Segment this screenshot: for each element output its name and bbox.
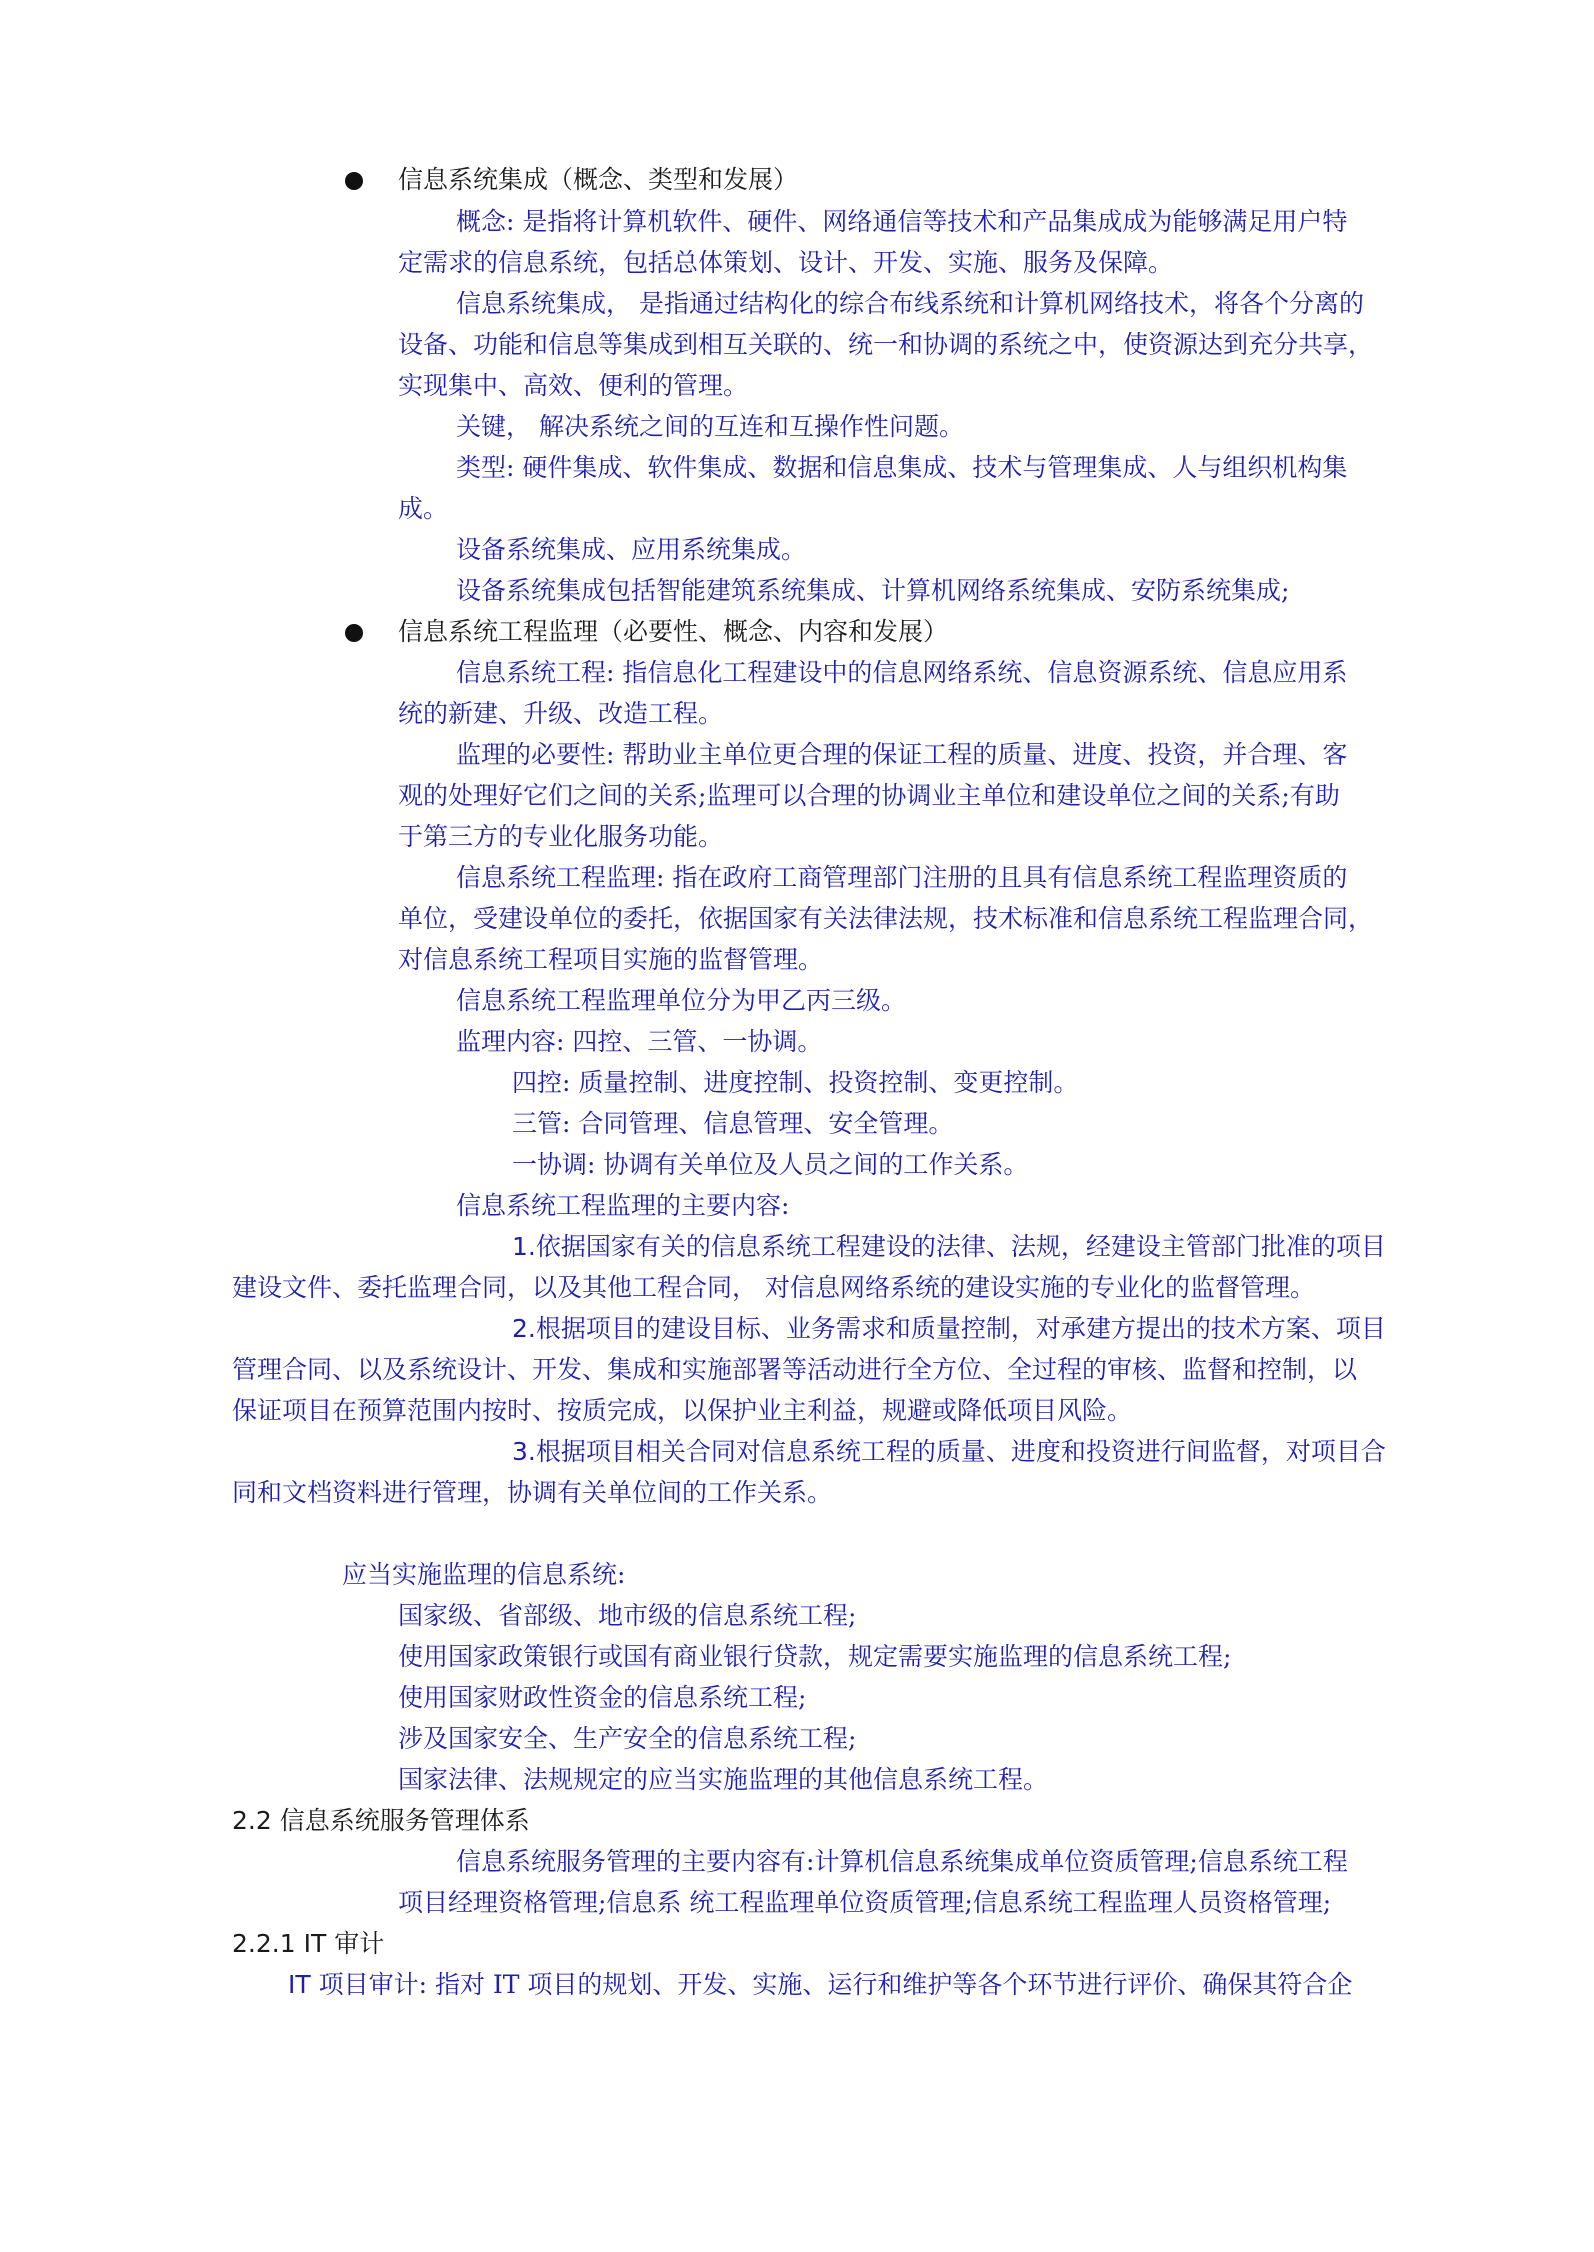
text-line: 统的新建、升级、改造工程。 (398, 699, 724, 728)
item-number: 3. (512, 1437, 536, 1466)
item-number: 2. (512, 1314, 536, 1343)
list-title: 应当实施监理的信息系统: (342, 1560, 626, 1589)
section-heading (232, 1927, 384, 1961)
text-line: 信息系统工程监理的主要内容: (456, 1191, 790, 1220)
section-heading: 信息系统集成（概念、类型和发展） (398, 165, 799, 194)
item-number: 1. (512, 1232, 536, 1261)
text-line: 同和文档资料进行管理，协调有关单位间的工作关系。 (232, 1478, 833, 1507)
abbr: IT (288, 1970, 311, 1999)
list-item: 国家法律、法规规定的应当实施监理的其他信息系统工程。 (398, 1765, 1049, 1794)
item-text: 依据国家有关的信息系统工程建设的法律、法规，经建设主管部门批准的项目 (535, 1232, 1386, 1261)
text-line: 建设文件、委托监理合同，以及其他工程合同， 对信息网络系统的建设实施的专业化的监督管理。 (232, 1273, 1315, 1302)
text-line: 设备系统集成、应用系统集成。 (456, 535, 807, 564)
bullet-icon (345, 624, 363, 642)
text-line: 信息系统集成， 是指通过结构化的综合布线系统和计算机网络技术，将各个分离的 (456, 289, 1364, 318)
text-line: 成。 (398, 494, 449, 523)
text-line: 定需求的信息系统，包括总体策划、设计、开发、实施、服务及保障。 (398, 248, 1174, 277)
text-line: 监理的必要性: 帮助业主单位更合理的保证工程的质量、进度、投资，并合理、客 (456, 740, 1348, 769)
numbered-item (512, 1435, 1386, 1469)
list-item: 国家级、省部级、地市级的信息系统工程; (398, 1601, 857, 1630)
section-title: 审计 (334, 1929, 385, 1958)
text-line: 管理合同、以及系统设计、开发、集成和实施部署等活动进行全方位、全过程的审核、监督和控制，以 (232, 1355, 1358, 1384)
section-heading: 信息系统工程监理（必要性、概念、内容和发展） (398, 617, 949, 646)
text-line: 一协调: 协调有关单位及人员之间的工作关系。 (512, 1150, 1029, 1179)
numbered-item (512, 1230, 1386, 1264)
line-text: 项目审计: 指对 IT 项目的规划、开发、实施、运行和维护等各个环节进行评价、确保其符合企 (318, 1970, 1353, 1999)
text-line: 关键， 解决系统之间的互连和互操作性问题。 (456, 412, 964, 441)
section-heading (232, 1804, 530, 1838)
text-line: 信息系统工程监理: 指在政府工商管理部门注册的且具有信息系统工程监理资质的 (456, 863, 1348, 892)
text-line: 观的处理好它们之间的关系;监理可以合理的协调业主单位和建设单位之间的关系;有助 (398, 781, 1340, 810)
numbered-item (512, 1312, 1386, 1346)
text-line: 实现集中、高效、便利的管理。 (398, 371, 749, 400)
list-item: 使用国家政策银行或国有商业银行贷款，规定需要实施监理的信息系统工程; (398, 1642, 1232, 1671)
text-line: 信息系统服务管理的主要内容有:计算机信息系统集成单位资质管理;信息系统工程 (456, 1847, 1348, 1876)
text-line: 信息系统工程: 指信息化工程建设中的信息网络系统、信息资源系统、信息应用系 (456, 658, 1348, 687)
text-line: 概念: 是指将计算机软件、硬件、网络通信等技术和产品集成成为能够满足用户特 (456, 207, 1348, 236)
text-line: 设备系统集成包括智能建筑系统集成、计算机网络系统集成、安防系统集成; (456, 576, 1290, 605)
list-item: 涉及国家安全、生产安全的信息系统工程; (398, 1724, 857, 1753)
section-number: 2.2.1 (232, 1929, 296, 1958)
text-line: 单位，受建设单位的委托，依据国家有关法律法规，技术标准和信息系统工程监理合同， (398, 904, 1374, 933)
bullet-icon (345, 172, 363, 190)
text-line: 信息系统工程监理单位分为甲乙丙三级。 (456, 986, 907, 1015)
section-title: 信息系统服务管理体系 (279, 1806, 530, 1835)
text-line (288, 1968, 1352, 2002)
text-line: 三管: 合同管理、信息管理、安全管理。 (512, 1109, 954, 1138)
item-text: 根据项目相关合同对信息系统工程的质量、进度和投资进行间监督，对项目合 (535, 1437, 1386, 1466)
text-line: 保证项目在预算范围内按时、按质完成，以保护业主利益，规避或降低项目风险。 (232, 1396, 1133, 1425)
section-number: 2.2 (232, 1806, 272, 1835)
text-line: 四控: 质量控制、进度控制、投资控制、变更控制。 (512, 1068, 1079, 1097)
text-line: 设备、功能和信息等集成到相互关联的、统一和协调的系统之中，使资源达到充分共享， (398, 330, 1374, 359)
section-title-abbr: IT (303, 1929, 327, 1958)
text-line: 监理内容: 四控、三管、一协调。 (456, 1027, 823, 1056)
text-line: 于第三方的专业化服务功能。 (398, 822, 724, 851)
item-text: 根据项目的建设目标、业务需求和质量控制，对承建方提出的技术方案、项目 (535, 1314, 1386, 1343)
text-line: 对信息系统工程项目实施的监督管理。 (398, 945, 824, 974)
text-line: 类型: 硬件集成、软件集成、数据和信息集成、技术与管理集成、人与组织机构集 (456, 453, 1348, 482)
text-line: 项目经理资格管理;信息系 统工程监理单位资质管理;信息系统工程监理人员资格管理; (398, 1888, 1332, 1917)
list-item: 使用国家财政性资金的信息系统工程; (398, 1683, 807, 1712)
